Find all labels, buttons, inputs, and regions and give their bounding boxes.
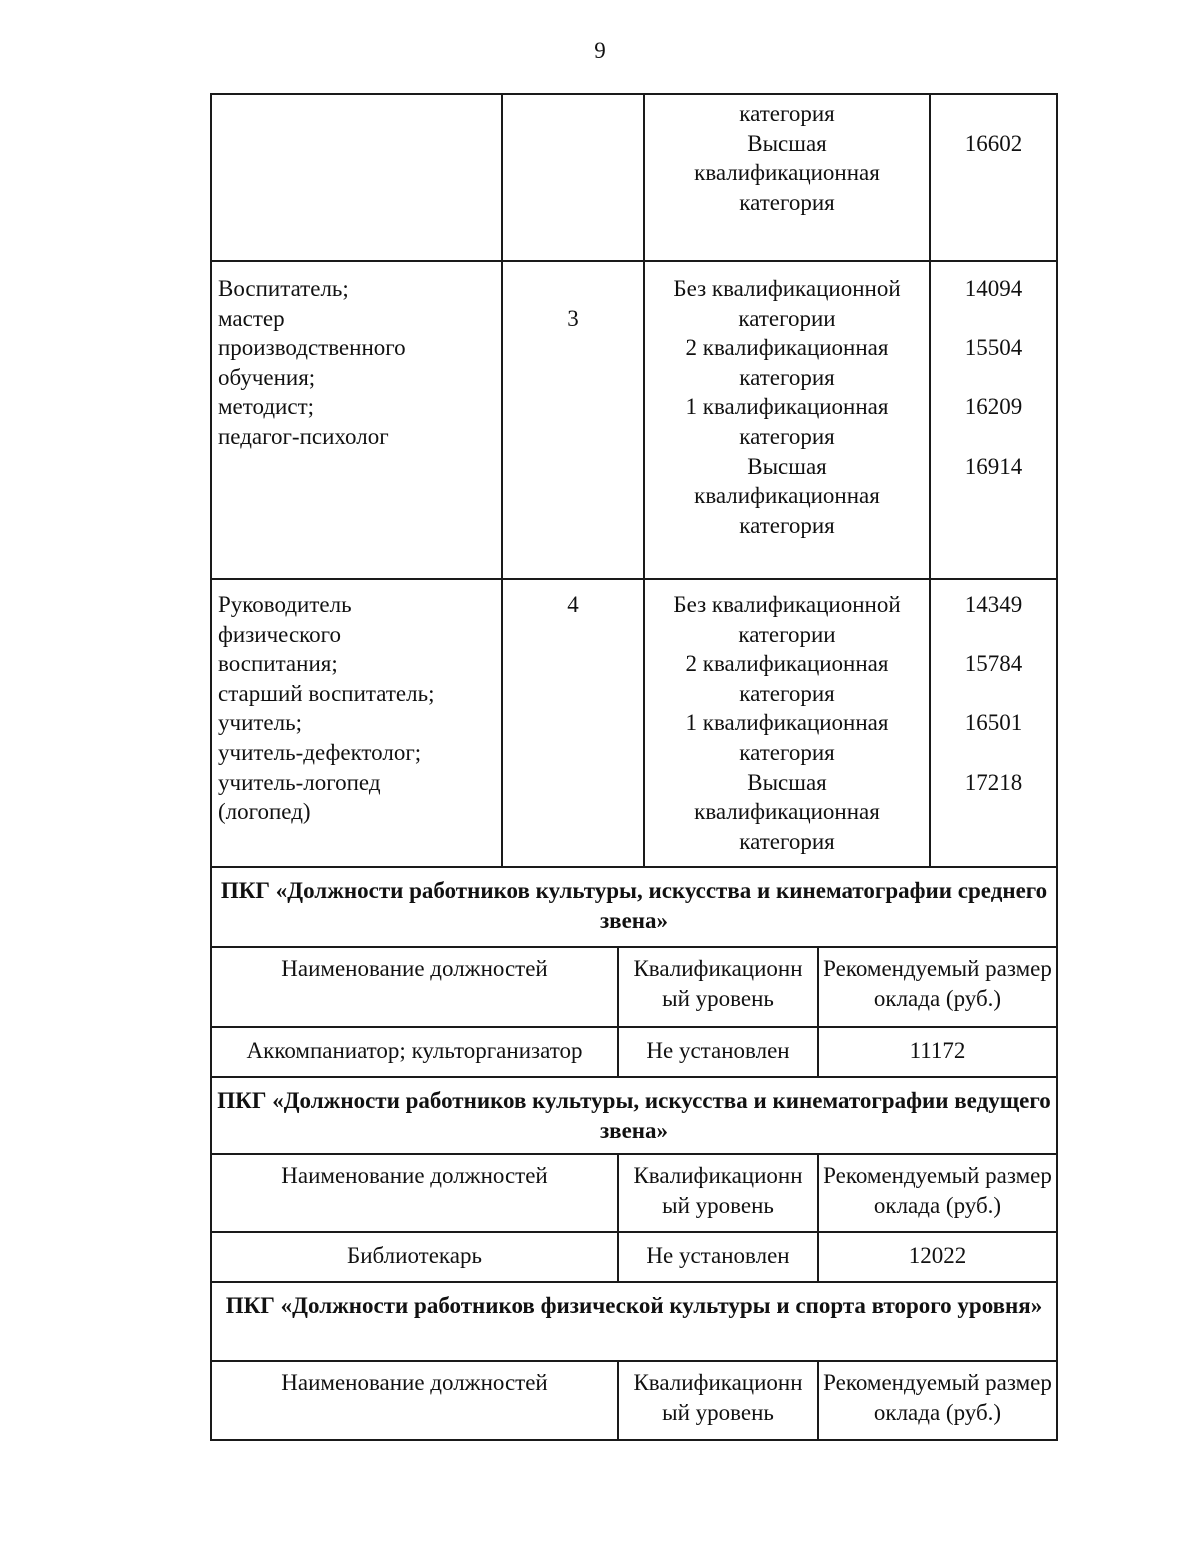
level-cell: Не установлен — [617, 1231, 817, 1281]
position-line: (логопед) — [218, 799, 311, 825]
category-line: Высшая — [747, 453, 827, 479]
table-header-row — [210, 1153, 1058, 1233]
column-header-position: Наименование должностей — [281, 1163, 548, 1188]
table-row — [210, 578, 1058, 868]
salary-value: 15504 — [964, 335, 1023, 361]
salary-value: 14349 — [964, 592, 1023, 617]
category-line: квалификационная — [694, 160, 880, 186]
level-cell — [501, 95, 643, 260]
position-cell: Библиотекарь — [347, 1243, 482, 1268]
positions-cell — [212, 95, 501, 260]
categories-cell — [643, 578, 929, 866]
salary-value: 15784 — [964, 651, 1023, 677]
category-line: Без квалификационной — [673, 276, 901, 301]
position-line: мастер — [218, 305, 285, 331]
table-row — [210, 260, 1058, 580]
categories-cell — [643, 260, 929, 578]
positions-cell — [212, 260, 501, 578]
category-line: 2 квалификационная — [685, 651, 889, 677]
position-line: старший воспитатель; — [218, 680, 435, 706]
table-header-row — [210, 946, 1058, 1028]
level-value: 4 — [567, 592, 579, 617]
level-cell — [501, 578, 643, 866]
position-line: учитель-дефектолог; — [218, 739, 422, 765]
column-header-salary: Рекомендуемый размер оклада (руб.) — [817, 1153, 1056, 1231]
category-line: Высшая — [747, 130, 827, 156]
category-line: категория — [739, 423, 835, 449]
salary-cell — [929, 578, 1056, 866]
position-line: методист; — [218, 394, 315, 420]
table-row — [210, 93, 1058, 262]
category-line: квалификационная — [694, 483, 880, 509]
category-line: категория — [739, 739, 835, 765]
salary-value: 16501 — [964, 710, 1023, 736]
salary-value: 14094 — [964, 276, 1023, 301]
category-line: 1 квалификационная — [685, 394, 889, 420]
category-line: Без квалификационной — [673, 592, 901, 617]
salary-cell: 11172 — [817, 1026, 1056, 1076]
table-header-row — [210, 1360, 1058, 1441]
category-line: категория — [739, 189, 835, 215]
category-line: категории — [738, 305, 836, 331]
salary-value: 16914 — [964, 453, 1023, 479]
salary-value: 16209 — [964, 394, 1023, 420]
category-line: категория — [739, 680, 835, 706]
section-heading-row — [210, 866, 1058, 948]
position-line: учитель; — [218, 710, 302, 736]
category-line: категория — [739, 101, 835, 126]
position-line: физического — [218, 621, 342, 647]
position-line: Воспитатель; — [218, 276, 349, 301]
category-line: категории — [738, 621, 836, 647]
column-header-level: Квалификационн ый уровень — [617, 1360, 817, 1439]
position-line: Руководитель — [218, 592, 352, 617]
category-line: Высшая — [747, 769, 827, 795]
position-cell: Аккомпаниатор; культорганизатор — [246, 1038, 583, 1063]
salary-value: 16602 — [964, 131, 1023, 156]
table-row — [210, 1231, 1058, 1283]
level-cell — [501, 260, 643, 578]
salary-cell: 12022 — [817, 1231, 1056, 1281]
section-heading-row — [210, 1281, 1058, 1362]
level-value: 3 — [567, 306, 579, 331]
section-heading: ПКГ «Должности работников культуры, искусства и кинематографии ведущего звена» — [217, 1088, 1051, 1143]
category-line: 1 квалификационная — [685, 710, 889, 736]
section-heading-row — [210, 1076, 1058, 1155]
level-cell: Не установлен — [617, 1026, 817, 1076]
page-number: 9 — [594, 38, 606, 63]
salary-cell — [929, 95, 1056, 260]
position-line: обучения; — [218, 364, 316, 390]
positions-cell — [212, 578, 501, 866]
position-line: производственного — [218, 335, 406, 361]
salary-cell — [929, 260, 1056, 578]
column-header-level: Квалификационн ый уровень — [617, 946, 817, 1026]
column-header-salary: Рекомендуемый размер оклада (руб.) — [817, 946, 1056, 1026]
column-header-salary: Рекомендуемый размер оклада (руб.) — [817, 1360, 1056, 1439]
category-line: 2 квалификационная — [685, 335, 889, 361]
salary-value: 17218 — [964, 769, 1023, 795]
column-header-position: Наименование должностей — [281, 956, 548, 981]
position-line: педагог-психолог — [218, 423, 389, 449]
categories-cell — [643, 95, 929, 260]
column-header-position: Наименование должностей — [281, 1370, 548, 1395]
category-line: категория — [739, 364, 835, 390]
section-heading: ПКГ «Должности работников культуры, искусства и кинематографии среднего звена» — [220, 878, 1048, 933]
position-line: учитель-логопед — [218, 769, 381, 795]
category-line: категория — [739, 828, 835, 854]
column-header-level: Квалификационн ый уровень — [617, 1153, 817, 1231]
position-line: воспитания; — [218, 651, 338, 677]
table-row — [210, 1026, 1058, 1078]
section-heading: ПКГ «Должности работников физической культуры и спорта второго уровня» — [225, 1293, 1043, 1318]
category-line: квалификационная — [694, 799, 880, 825]
category-line: категория — [739, 512, 835, 538]
